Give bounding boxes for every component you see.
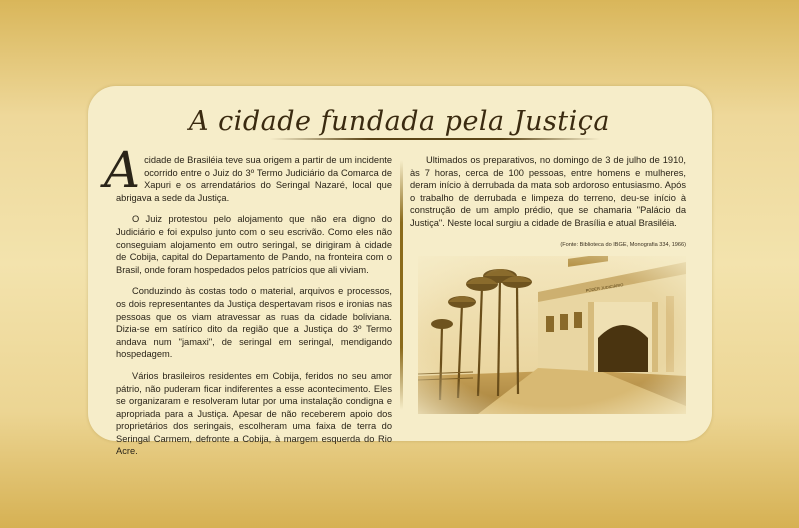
photo-caption: (Fonte: Biblioteca do IBGE, Monografia 334, 1966) <box>560 242 686 248</box>
column-divider <box>400 160 403 410</box>
title-underline <box>270 138 600 140</box>
paragraph: Conduzindo às costas todo o material, arquivos e processos, os dois representantes da Justiça despertavam risos e ironias nas pessoas que os viam atravessar as ruas da cidade boliviana. Dizia-se em satírico dito da região que a Justiça do 3º Termo andava num "jamaxi", de seringal em seringal, mendigando hospedagem. <box>116 286 392 360</box>
paragraph <box>104 141 392 204</box>
paragraph: Vários brasileiros residentes em Cobija, feridos no seu amor pátrio, não puderam ficar indiferentes a esse acontecimento. Eles se organizaram e resolveram lutar por uma instalação condigna e apropriada para a Justiça. Apesar de não receberem apoio dos proprietários dos seringais, escolheram uma faixa de terra do Seringal Carmem, defronte a Cobija, à margem esquerda do Rio Acre. <box>116 370 392 457</box>
paragraph-text: cidade de Brasiléia teve sua origem a partir de um incidente ocorrido entre o Juiz do 3º Termo Judiciário da Comarca de Xapuri e os arrendatários do Seringal Nazaré, local que abrigava a sede da Justiça. <box>116 155 392 203</box>
paragraph: O Juiz protestou pelo alojamento que não era digno do Judiciário e foi expulso junto com o seu escrivão. Como eles não conseguiam alojamento em outro seringal, se dirigiram à cidade de Cobija, capital do Departamento de Pando, na fronteira com o Brasil, onde foram hospedados pelos patrícios que ali viviam. <box>116 214 392 275</box>
right-column <box>410 154 686 239</box>
drop-cap: A <box>104 141 141 199</box>
left-column <box>104 141 392 467</box>
historic-photo <box>418 256 686 414</box>
paragraph: Ultimados os preparativos, no domingo de 3 de julho de 1910, às 7 horas, cerca de 100 pessoas, entre homens e mulheres, deram início à derrubada da mata sob ardoroso entusiasmo. Após o trabalho de derrubada e limpeza do terreno, deu-se início à construção de um amplo prédio, que se chamaria "Palácio da Justiça". Neste local surgiu a cidade de Brasília e atual Brasiléia. <box>410 155 686 228</box>
page-title: A cidade fundada pela Justiça <box>188 106 611 137</box>
